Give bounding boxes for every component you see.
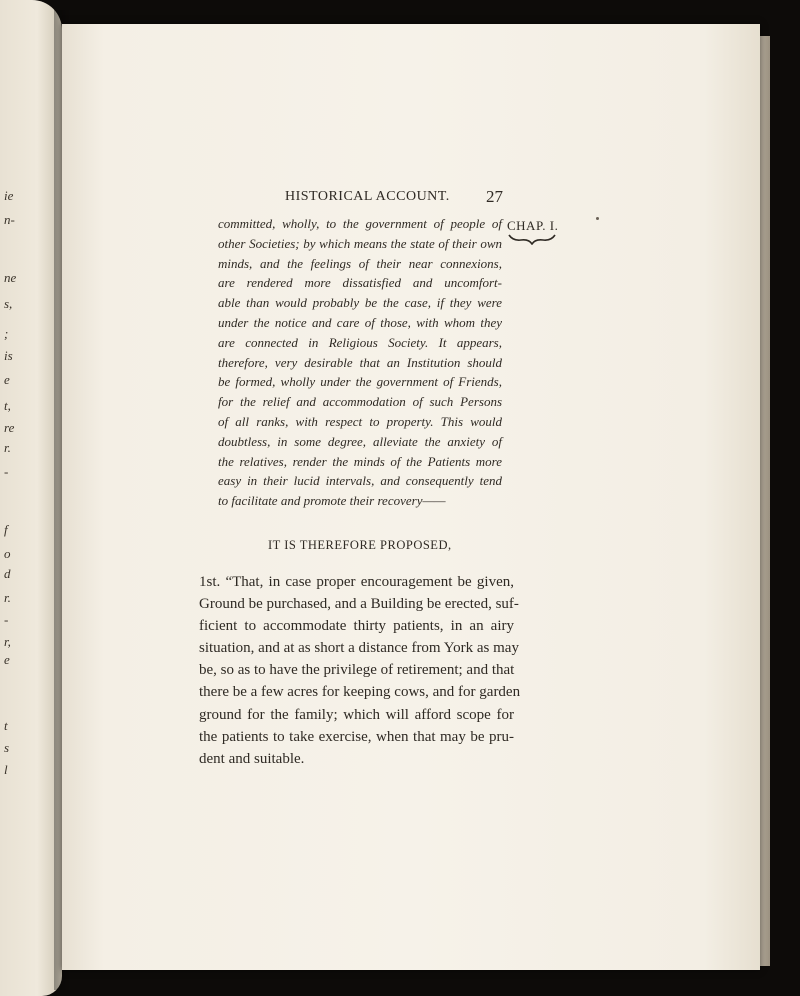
facing-page-edge	[0, 0, 62, 996]
proposal-paragraph-line: situation, and at as short a distance from York as may	[199, 640, 519, 657]
italic-paragraph-line: other Societies; by which means the state of their own	[218, 235, 502, 251]
italic-paragraph-line: under the notice and care of those, with whom they	[218, 314, 502, 330]
italic-paragraph-line: doubtless, in some degree, alleviate the anxiety of	[218, 433, 502, 449]
italic-paragraph-line: of all ranks, with respect to property. This would	[218, 413, 502, 429]
italic-paragraph-line: the relatives, render the minds of the Patients more	[218, 453, 502, 469]
italic-paragraph-line: be formed, wholly under the government of Friends,	[218, 374, 502, 390]
facing-page-text-fragment: n-	[4, 212, 15, 227]
facing-page-text-fragment: -	[4, 612, 9, 627]
page-number: 27	[486, 187, 503, 206]
facing-page-text-fragment: r.	[4, 440, 11, 455]
italic-paragraph-line: minds, and the feelings of their near connexions,	[218, 255, 502, 271]
facing-page-text-fragment: ;	[4, 326, 9, 341]
facing-page-text-fragment: s,	[4, 296, 13, 311]
chapter-brace-ornament	[507, 233, 557, 245]
italic-paragraph-line: therefore, very desirable that an Institution should	[218, 354, 502, 370]
facing-page-text-fragment: e	[4, 652, 10, 667]
facing-page-text-fragment: ie	[4, 188, 14, 203]
paper-speck	[596, 217, 599, 220]
proposal-paragraph-line: there be a few acres for keeping cows, and for garden	[199, 684, 521, 701]
italic-paragraph-line: are rendered more dissatisfied and uncomfort-	[218, 275, 502, 291]
proposal-paragraph-line: dent and suitable.	[199, 750, 305, 767]
facing-page-text-fragment: d	[4, 566, 11, 581]
facing-page-text-fragment: r.	[4, 590, 11, 605]
proposal-paragraph-line: ground for the family; which will afford scope for	[199, 706, 514, 723]
section-heading: IT IS THEREFORE PROPOSED,	[268, 538, 452, 552]
facing-page-text-fragment: t,	[4, 398, 11, 413]
facing-page-text-fragment: is	[4, 348, 13, 363]
proposal-paragraph-line: Ground be purchased, and a Building be erected, suf-	[199, 596, 519, 613]
facing-page-text-fragment: ne	[4, 270, 17, 285]
facing-page-text-fragment: f	[4, 522, 8, 537]
facing-page-text-fragment: r,	[4, 634, 11, 649]
facing-page-text-fragment: o	[4, 546, 11, 561]
facing-page-text-fragment: e	[4, 372, 10, 387]
italic-paragraph-line: committed, wholly, to the government of people of	[218, 216, 502, 231]
italic-paragraph-line: are connected in Religious Society. It appears,	[218, 334, 502, 350]
running-title: HISTORICAL ACCOUNT.	[285, 189, 450, 204]
proposal-paragraph-line: 1st. “That, in case proper encouragement be given,	[199, 574, 514, 590]
facing-page-text-fragment: re	[4, 420, 15, 435]
italic-paragraph	[218, 214, 502, 511]
chapter-side-note: CHAP. I.	[507, 218, 559, 233]
proposal-paragraph	[199, 571, 521, 770]
facing-page-text-fragment: s	[4, 740, 10, 755]
facing-page-text-fragment: t	[4, 718, 8, 733]
italic-paragraph-line: to facilitate and promote their recovery——	[218, 493, 446, 509]
facing-page-text-fragment: -	[4, 464, 9, 479]
italic-paragraph-line: for the relief and accommodation of such Persons	[218, 394, 502, 410]
italic-paragraph-line: easy in their lucid intervals, and consequently tend	[218, 473, 502, 489]
proposal-paragraph-line: be, so as to have the privilege of retirement; and that	[199, 662, 515, 679]
italic-paragraph-line: able than would probably be the case, if they were	[218, 295, 502, 311]
proposal-paragraph-line: ficient to accommodate thirty patients, in an airy	[199, 618, 514, 635]
proposal-paragraph-line: the patients to take exercise, when that may be pru-	[199, 728, 514, 745]
facing-page-text-fragment: l	[4, 762, 8, 777]
